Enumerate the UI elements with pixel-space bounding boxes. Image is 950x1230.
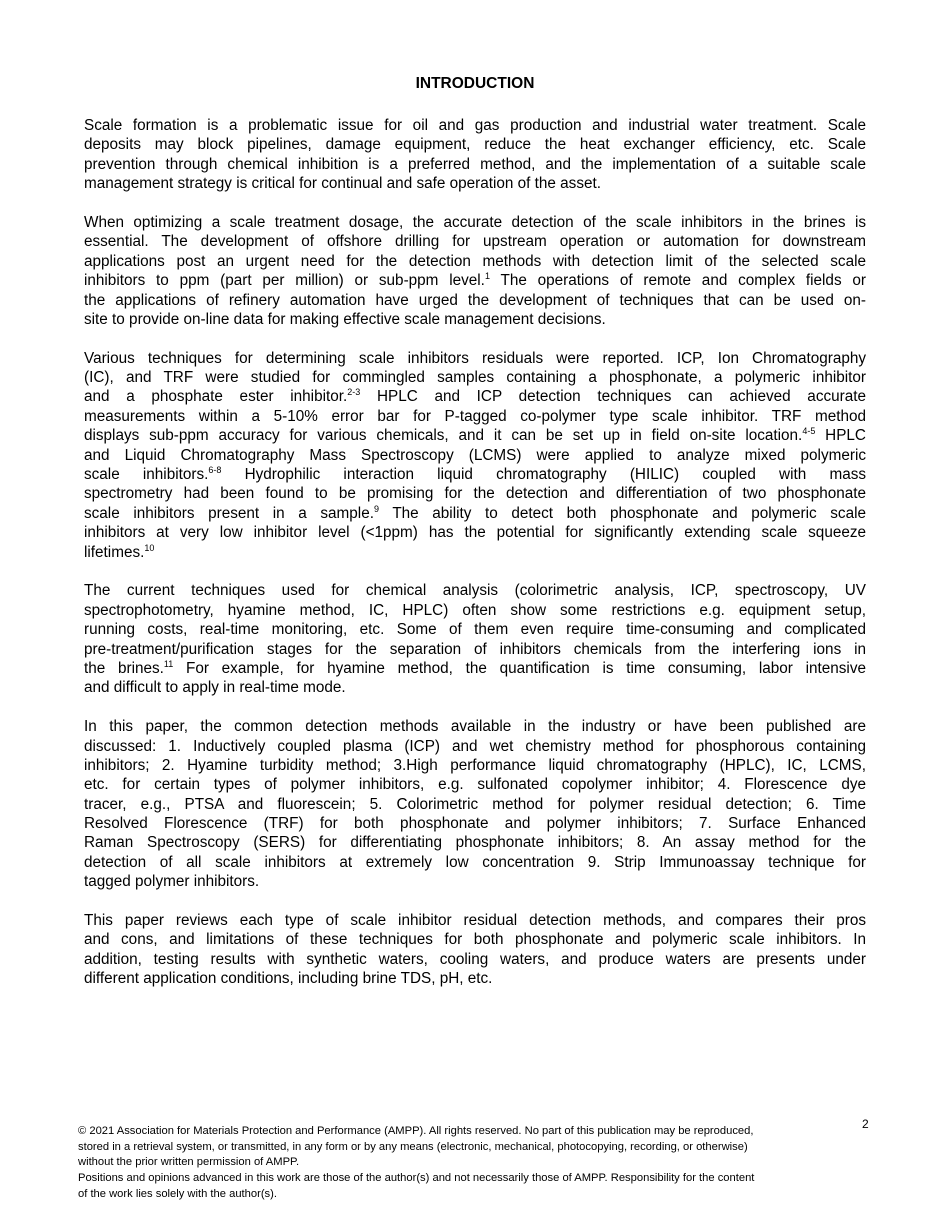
text-segment: management strategy is critical for continual and safe operation of the asset.: [84, 175, 601, 193]
text-segment: scale inhibitors present in a sample.: [84, 504, 374, 522]
text-line: [84, 814, 866, 833]
text-segment: and Liquid Chromatography Mass Spectroscopy (LCMS) were applied to analyze mixed polymeric: [84, 446, 866, 464]
text-line: [84, 155, 866, 174]
text-line: [84, 872, 866, 891]
text-segment: The current techniques used for chemical analysis (colorimetric analysis, ICP, spectroscopy, UV: [84, 582, 866, 600]
footer-line: stored in a retrieval system, or transmitted, in any form or by any means (electronic, mechanical, photocopying, recording, or otherwise): [78, 1140, 748, 1153]
text-line: [84, 853, 866, 872]
text-segment: (IC), and TRF were studied for commingled samples containing a phosphonate, a polymeric inhibitor: [84, 369, 866, 387]
text-line: [84, 756, 866, 775]
text-segment: Raman Spectroscopy (SERS) for differentiating phosphonate inhibitors; 8. An assay method for the: [84, 834, 866, 852]
paragraph: [84, 911, 866, 989]
text-line: [84, 387, 866, 406]
citation-superscript: 2-3: [347, 387, 361, 398]
text-segment: lifetimes.: [84, 543, 145, 561]
body-text: [84, 116, 866, 1008]
footer-line: without the prior written permission of AMPP.: [78, 1156, 300, 1169]
text-segment: and difficult to apply in real-time mode.: [84, 679, 346, 697]
text-segment: inhibitors at very low inhibitor level (<1ppm) has the potential for significantly extending scale squeeze: [84, 524, 866, 542]
text-line: [84, 581, 866, 600]
citation-superscript: 1: [484, 271, 490, 282]
text-line: [84, 543, 866, 562]
text-line: [84, 601, 866, 620]
text-line: [84, 252, 866, 271]
text-line: [84, 659, 866, 678]
text-line: [84, 135, 866, 154]
text-segment: tagged polymer inhibitors.: [84, 873, 260, 891]
text-segment: spectrophotometry, hyamine method, IC, HPLC) often show some restrictions e.g. equipment setup,: [84, 601, 866, 619]
text-segment: pre-treatment/purification stages for the separation of inhibitors chemicals from the interfering ions in: [84, 640, 866, 658]
footer-line: Positions and opinions advanced in this work are those of the author(s) and not necessarily those of AMPP. Responsibility for the content: [78, 1172, 755, 1185]
citation-superscript: 9: [373, 503, 379, 514]
text-line: [84, 116, 866, 135]
text-line: [84, 911, 866, 930]
text-segment: and a phosphate ester inhibitor.: [84, 388, 348, 406]
text-segment: inhibitors to ppm (part per million) or sub-ppm level.: [84, 272, 485, 290]
text-line: [84, 271, 866, 290]
text-line: [84, 446, 866, 465]
text-segment: and cons, and limitations of these techniques for both phosphonate and polymeric scale inhibitors. In: [84, 931, 866, 949]
text-segment: In this paper, the common detection methods available in the industry or have been published are: [84, 718, 866, 736]
text-line: [84, 620, 866, 639]
text-segment: This paper reviews each type of scale inhibitor residual detection methods, and compares their pros: [84, 912, 866, 930]
paragraph: [84, 581, 866, 697]
text-line: [84, 523, 866, 542]
text-segment: For example, for hyamine method, the quantification is time consuming, labor intensive: [173, 659, 866, 677]
citation-superscript: 4-5: [802, 426, 816, 437]
text-segment: inhibitors; 2. Hyamine turbidity method; 3.High performance liquid chromatography (HPLC), IC, LCMS,: [84, 756, 866, 774]
text-segment: deposits may block pipelines, damage equipment, reduce the heat exchanger efficiency, etc. Scale: [84, 136, 866, 154]
text-segment: detection of all scale inhibitors at extremely low concentration 9. Strip Immunoassay technique for: [84, 853, 866, 871]
text-segment: displays sub-ppm accuracy for various chemicals, and it can be set up in field on-site location.: [84, 427, 803, 445]
text-line: [84, 349, 866, 368]
page-number: 2: [862, 1117, 869, 1131]
text-line: [84, 407, 866, 426]
text-line: [84, 426, 866, 445]
text-line: [84, 465, 866, 484]
paragraph: [84, 116, 866, 194]
text-segment: the applications of refinery automation have urged the development of techniques that can be used on-: [84, 291, 866, 309]
text-line: [84, 484, 866, 503]
footer-line: © 2021 Association for Materials Protection and Performance (AMPP). All rights reserved. No part of this publication may be reproduced,: [78, 1125, 754, 1137]
text-line: [84, 232, 866, 251]
citation-superscript: 10: [144, 542, 155, 553]
text-line: [84, 737, 866, 756]
text-line: [84, 368, 866, 387]
text-segment: site to provide on-line data for making effective scale management decisions.: [84, 310, 606, 328]
text-segment: discussed: 1. Inductively coupled plasma (ICP) and wet chemistry method for phosphorous containing: [84, 737, 866, 755]
text-segment: different application conditions, including brine TDS, pH, etc.: [84, 970, 493, 988]
text-segment: Hydrophilic interaction liquid chromatography (HILIC) coupled with mass: [221, 466, 866, 484]
text-segment: spectrometry had been found to be promising for the detection and differentiation of two phosphonate: [84, 485, 866, 503]
text-segment: When optimizing a scale treatment dosage, the accurate detection of the scale inhibitors in the brines is: [84, 213, 866, 231]
text-segment: Various techniques for determining scale inhibitors residuals were reported. ICP, Ion Chromatography: [84, 349, 866, 367]
text-segment: running costs, real-time monitoring, etc. Some of them even require time-consuming and complicated: [84, 621, 866, 639]
text-line: [84, 969, 866, 988]
text-line: [84, 640, 866, 659]
citation-superscript: 6-8: [208, 465, 222, 476]
paragraph: [84, 717, 866, 892]
paragraph: [84, 349, 866, 562]
text-line: [84, 717, 866, 736]
copyright-footer: [78, 1124, 848, 1203]
paragraph: [84, 213, 866, 329]
citation-superscript: 11: [163, 658, 174, 669]
text-segment: measurements within a 5-10% error bar for P-tagged co-polymer type scale inhibitor. TRF method: [84, 407, 866, 425]
text-segment: essential. The development of offshore drilling for upstream operation or automation for downstream: [84, 233, 866, 251]
text-line: [84, 833, 866, 852]
text-line: [84, 174, 866, 193]
text-segment: Resolved Florescence (TRF) for both phosphonate and polymer inhibitors; 7. Surface Enhanced: [84, 815, 866, 833]
text-line: [84, 678, 866, 697]
text-segment: HPLC and ICP detection techniques can achieved accurate: [360, 388, 866, 406]
text-segment: addition, testing results with synthetic waters, cooling waters, and produce waters are presents under: [84, 950, 866, 968]
text-line: [84, 213, 866, 232]
text-segment: applications post an urgent need for the detection methods with detection limit of the selected scale: [84, 252, 866, 270]
footer-line: of the work lies solely with the author(s).: [78, 1187, 277, 1200]
text-line: [84, 504, 866, 523]
text-segment: tracer, e.g., PTSA and fluorescein; 5. Colorimetric method for polymer residual detection; 6. Time: [84, 795, 866, 813]
text-line: [84, 775, 866, 794]
text-segment: scale inhibitors.: [84, 466, 209, 484]
text-line: [84, 310, 866, 329]
text-segment: HPLC: [815, 427, 866, 445]
text-segment: etc. for certain types of polymer inhibitors, e.g. sulfonated copolymer inhibitor; 4. Florescence dye: [84, 776, 866, 794]
text-line: [84, 291, 866, 310]
text-segment: Scale formation is a problematic issue for oil and gas production and industrial water treatment. Scale: [84, 117, 866, 134]
text-segment: the brines.: [84, 659, 164, 677]
text-segment: prevention through chemical inhibition is a preferred method, and the implementation of a suitable scale: [84, 155, 866, 173]
text-line: [84, 930, 866, 949]
text-segment: The ability to detect both phosphonate and polymeric scale: [378, 504, 866, 522]
text-segment: The operations of remote and complex fields or: [489, 272, 866, 290]
text-line: [84, 950, 866, 969]
text-line: [84, 795, 866, 814]
section-heading: INTRODUCTION: [415, 75, 535, 92]
